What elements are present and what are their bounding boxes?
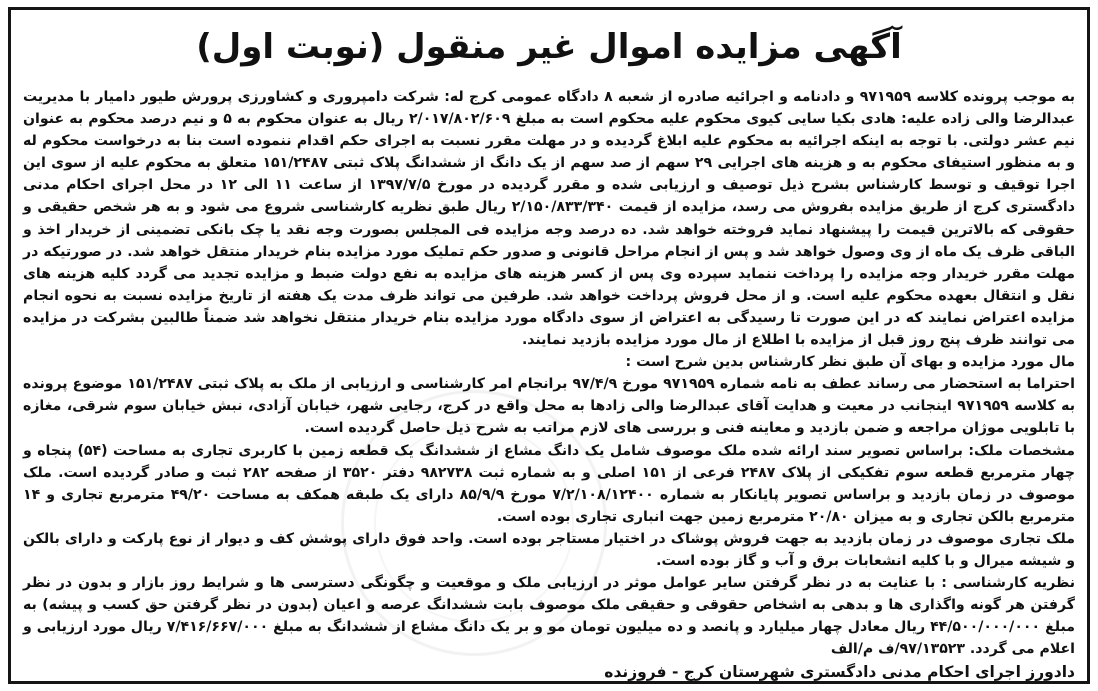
paragraph-property-condition: ملک تجاری موصوف در زمان بازدید به جهت فروش پوشاک در اختیار مستاجر بوده است. واحد فوق دارای پوشش کف و دیوار از نوع پارکت و دارای بالکن و شیشه میرال و با کلیه انشعابات برق و آب و گاز بوده است. [23, 530, 1075, 569]
paragraph-property-specs: مشخصات ملک: براساس تصویر سند ارائه شده ملک موصوف شامل یک دانگ مشاع از ششدانگ یک قطعه زمین با کاربری تجاری به مساحت (۵۴) پنجاه و چهار مترمربع قطعه سوم تفکیکی از پلاک ۲۴۸۷ فرعی از ۱۵۱ اصلی و به شماره ثبت ۹۸۲۷۳۸ دفتر ۳۵۲۰ از صفحه ۲۸۲ ثبت و صادر گردیده است. ملک موصوف در زمان بازدید و براساس تصویر پایانکار به شماره ۷/۲/۱۰۸/۱۲۴۰۰ مورخ ۸۵/۹/۹ دارای یک طبقه همکف به مساحت ۴۹/۲۰ مترمربع تجاری و ۱۴ مترمربع بالکن تجاری و به میزان ۲۰/۸۰ مترمربع زمین جهت انباری تجاری بوده است. [23, 442, 1075, 525]
paragraph-expert-intro: احتراما به استحضار می رساند عطف به نامه شماره ۹۷۱۹۵۹ مورخ ۹۷/۴/۹ برانجام امر کارشناسی و ارزیابی از ملک به پلاک ثبتی ۱۵۱/۲۴۸۷ موضوع پرونده به کلاسه ۹۷۱۹۵۹ اینجانب در معیت و هدایت آقای عبدالرضا والی زادها به محل واقع در کرج، رجایی شهر، خیابان آزادی، نبش خیابان سوم شرقی، مغازه با تابلویی موژان مراجعه و ضمن بازدید و معاینه فنی و بررسی های لازم مراتب به شرح ذیل حاصل گردیده است. [23, 376, 1076, 437]
paragraph-case-details: به موجب پرونده کلاسه ۹۷۱۹۵۹ و دادنامه و اجرائیه صادره از شعبه ۸ دادگاه عمومی کرج له: شرکت دامپروری و کشاورزی پرورش طیور دامیار با مدیریت عبدالرضا والی زاده علیه: هادی بکیا سایی کیوی محکوم علیه محکوم است به مبلغ ۲/۰۱۷/۸۰۲/۶۰۹ ریال به عنوان محکوم به ۵ و نیم درصد محکوم به عنوان نیم عشر دولتی. با توجه به اینکه اجرائیه به محکوم علیه ابلاغ گردیده و در مهلت مقرر نسبت به اجرای حکم اقدام ننموده است بنا به درخواست محکوم له و به منظور استیفای محکوم به و هزینه های اجرایی ۲۹ سهم از صد سهم از یک دانگ از ششدانگ پلاک ثبتی ۱۵۱/۲۴۸۷ متعلق به محکوم علیه از سوی این اجرا توقیف و توسط کارشناس بشرح ذیل توصیف و ارزیابی شده و مقرر گردیده در مورخ ۱۳۹۷/۷/۵ از ساعت ۱۱ الی ۱۲ در محل اجرای احکام مدنی دادگستری کرج از طریق مزایده بفروش می رسد، مزایده از قیمت ۲/۱۵۰/۸۳۳/۳۴۰ ریال طبق نظریه کارشناسی شروع می شود و به هر شخص حقیقی و حقوقی که بالاترین قیمت را پیشنهاد نماید فروخته خواهد شد. ده درصد وجه مزایده فی المجلس بصورت وجه نقد یا چک بانکی تضمینی از خریدار اخذ و الباقی ظرف یک ماه از وی وصول خواهد شد و پس از انجام مراحل قانونی و صدور حکم تملیک مورد مزایده بنام خریدار منتقل خواهد شد. در صورتیکه در مهلت مقرر خریدار وجه مزایده را پرداخت ننماید سپرده وی پس از کسر هزینه های مزایده به نفع دولت ضبط و مزایده تجدید می گردد کلیه هزینه های نقل و انتقال بعهده محکوم علیه است. و از محل فروش پرداخت خواهد شد. طرفین می تواند ظرف مدت یک هفته از تاریخ مزایده نسبت به نحوه انجام مزایده اعتراض نمایند که در این صورت تا رسیدگی به اعتراض از سوی دادگاه مورد مزایده بنام خریدار منتقل نخواهد شد ضمناً طالبین بشرکت در مزایده می توانند ظرف پنج روز قبل از مزایده با اطلاع از مال مورد مزایده بازدید نمایند. [23, 89, 1075, 349]
notice-frame [8, 7, 1090, 684]
notice-body [23, 86, 1075, 684]
signature-line: دادورز اجرای احکام مدنی دادگستری شهرستان کرج - فروزنده [604, 663, 1075, 682]
notice-title: آگهی مزایده اموال غیر منقول (نوبت اول) [196, 27, 902, 67]
paragraph-property-heading: مال مورد مزایده و بهای آن طبق نظر کارشناس بدین شرح است : [625, 354, 1075, 371]
paragraph-expert-opinion: نظریه کارشناسی : با عنایت به در نظر گرفتن سایر عوامل موثر در ارزیابی ملک و موقعیت و چگونگی دسترسی ها و شرایط روز بازار و بدون در نظر گرفتن هر گونه واگذاری ها و بدهی به اشخاص حقوقی و حقیقی ملک موصوف بابت ششدانگ عرصه و اعیان (بدون در نظر گرفتن حق کسب و پیشه) به مبلغ ۴۴/۵۰۰/۰۰۰/۰۰۰ ریال معادل چهار میلیارد و پانصد و ده میلیون تومان مو و بر یک دانگ مشاع از ششدانگ به مبلغ ۷/۴۱۶/۶۶۷/۰۰۰ ریال مورد ارزیابی و اعلام می گردد. ۹۷/۱۳۵۲۳/ف م/الف [23, 575, 1075, 658]
